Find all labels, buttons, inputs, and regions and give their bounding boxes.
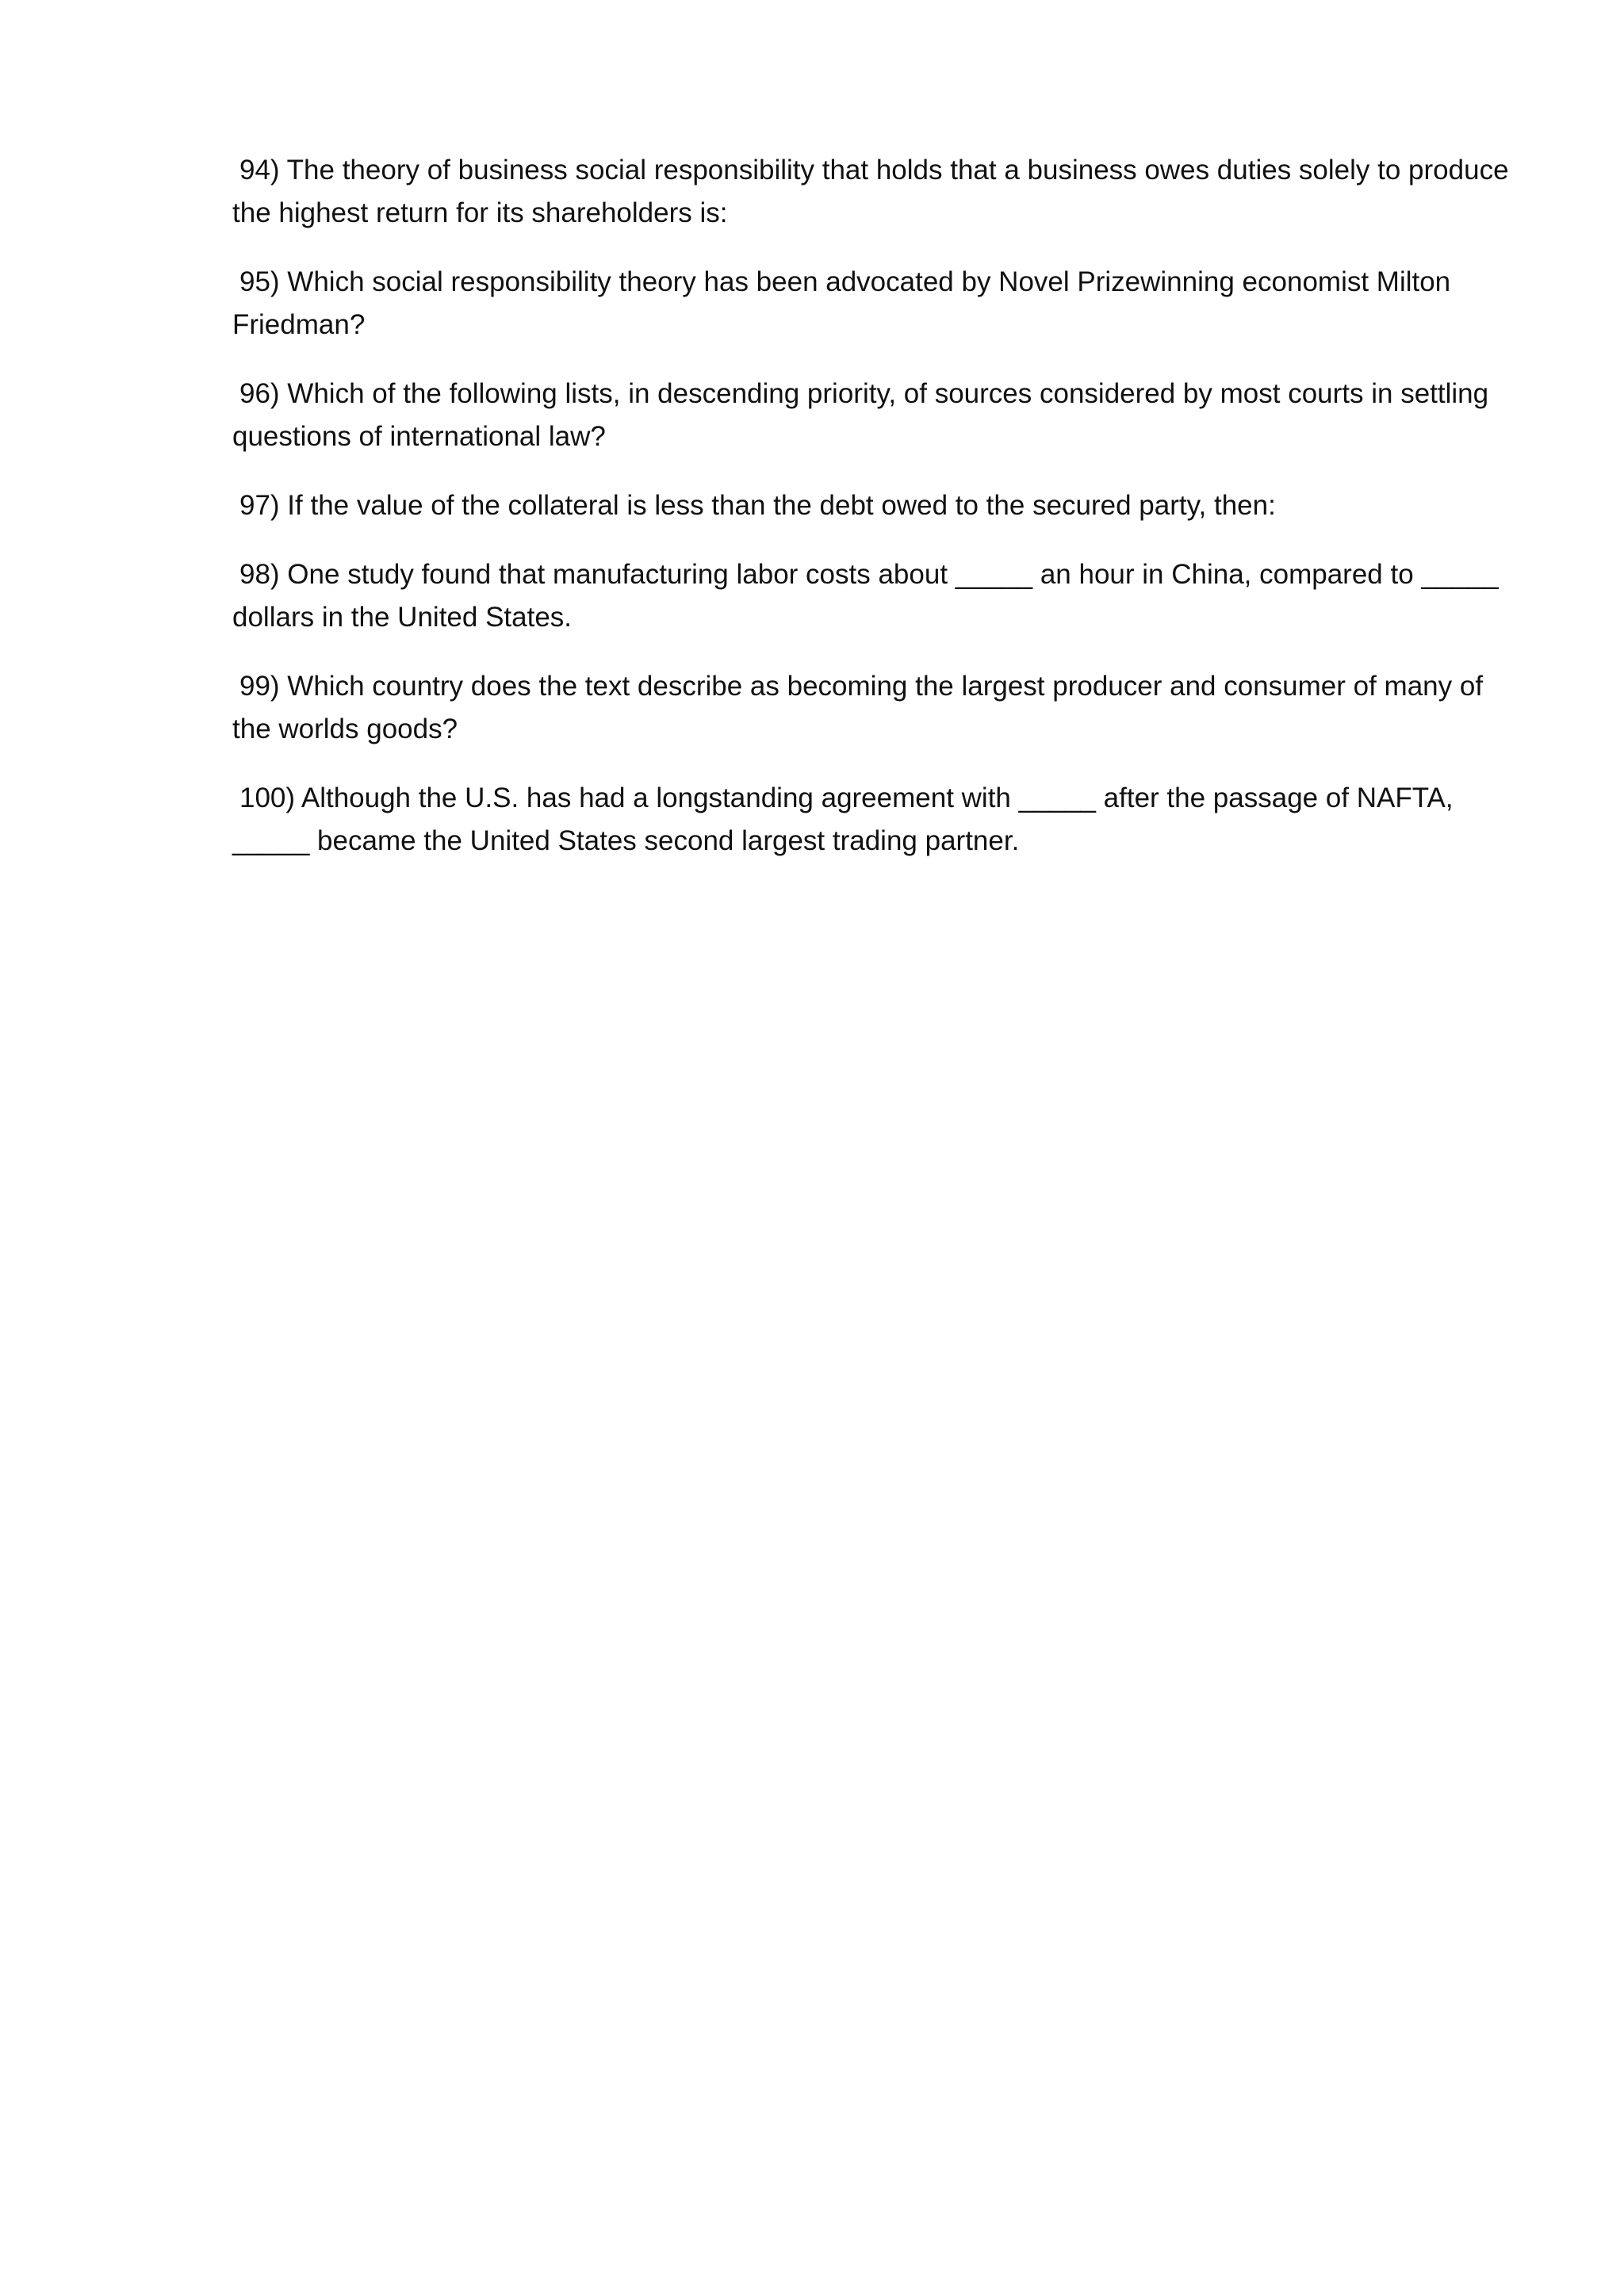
question-100: 100) Although the U.S. has had a longstanding agreement with _____ after the passage of NAFTA, _____ became the United States second largest trading partner.	[232, 783, 1454, 856]
question-list	[232, 149, 1509, 889]
question-97: 97) If the value of the collateral is less than the debt owed to the secured party, then:	[239, 490, 1276, 521]
question-98: 98) One study found that manufacturing labor costs about _____ an hour in China, compared to _____ dollars in the United States.	[232, 559, 1499, 633]
question-99: 99) Which country does the text describe as becoming the largest producer and consumer of many of the worlds goods?	[232, 671, 1484, 744]
question-95: 95) Which social responsibility theory has been advocated by Novel Prizewinning economist Milton Friedman?	[232, 266, 1451, 340]
question-96: 96) Which of the following lists, in descending priority, of sources considered by most courts in settling questions of international law?	[232, 378, 1489, 452]
question-94: 94) The theory of business social responsibility that holds that a business owes duties solely to produce the highest return for its shareholders is:	[232, 155, 1509, 228]
